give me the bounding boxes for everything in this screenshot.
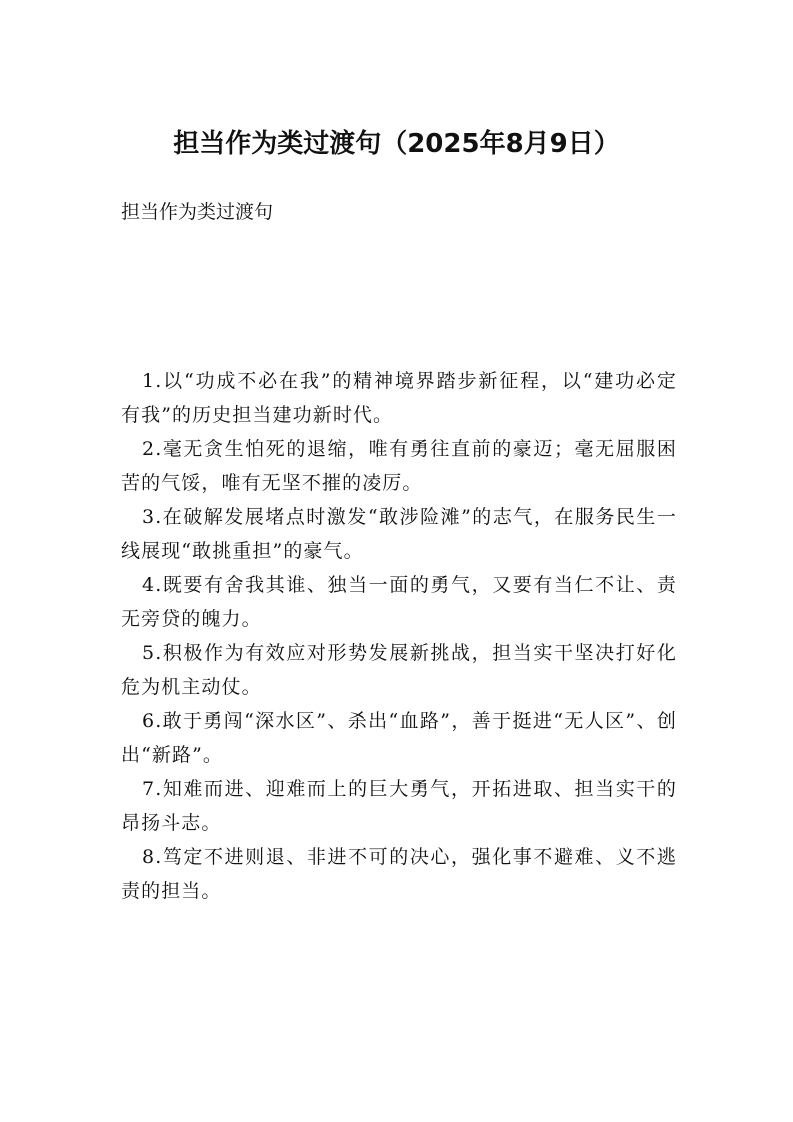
list-item: 6.敢于勇闯“深水区”、杀出“血路”，善于挺进“无人区”、创出“新路”。 <box>121 710 677 766</box>
list-item: 1.以“功成不必在我”的精神境界踏步新征程，以“建功必定有我”的历史担当建功新时代。 <box>121 370 677 426</box>
list-item: 5.积极作为有效应对形势发展新挑战，担当实干坚决打好化危为机主动仗。 <box>121 642 677 698</box>
list-item: 8.笃定不进则退、非进不可的决心，强化事不避难、义不逃责的担当。 <box>121 846 677 902</box>
list-item: 7.知难而进、迎难而上的巨大勇气，开拓进取、担当实干的昂扬斗志。 <box>121 778 677 834</box>
document-title: 担当作为类过渡句（2025年8月9日） <box>173 129 620 159</box>
document-subtitle: 担当作为类过渡句 <box>121 201 274 223</box>
list-item: 3.在破解发展堵点时激发“敢涉险滩”的志气，在服务民生一线展现“敢挑重担”的豪气。 <box>121 506 677 562</box>
sentence-list <box>121 364 677 908</box>
list-item: 2.毫无贪生怕死的退缩，唯有勇往直前的豪迈；毫无屈服困苦的气馁，唯有无坚不摧的凌厉。 <box>121 438 677 494</box>
list-item: 4.既要有舍我其谁、独当一面的勇气，又要有当仁不让、责无旁贷的魄力。 <box>121 574 677 630</box>
